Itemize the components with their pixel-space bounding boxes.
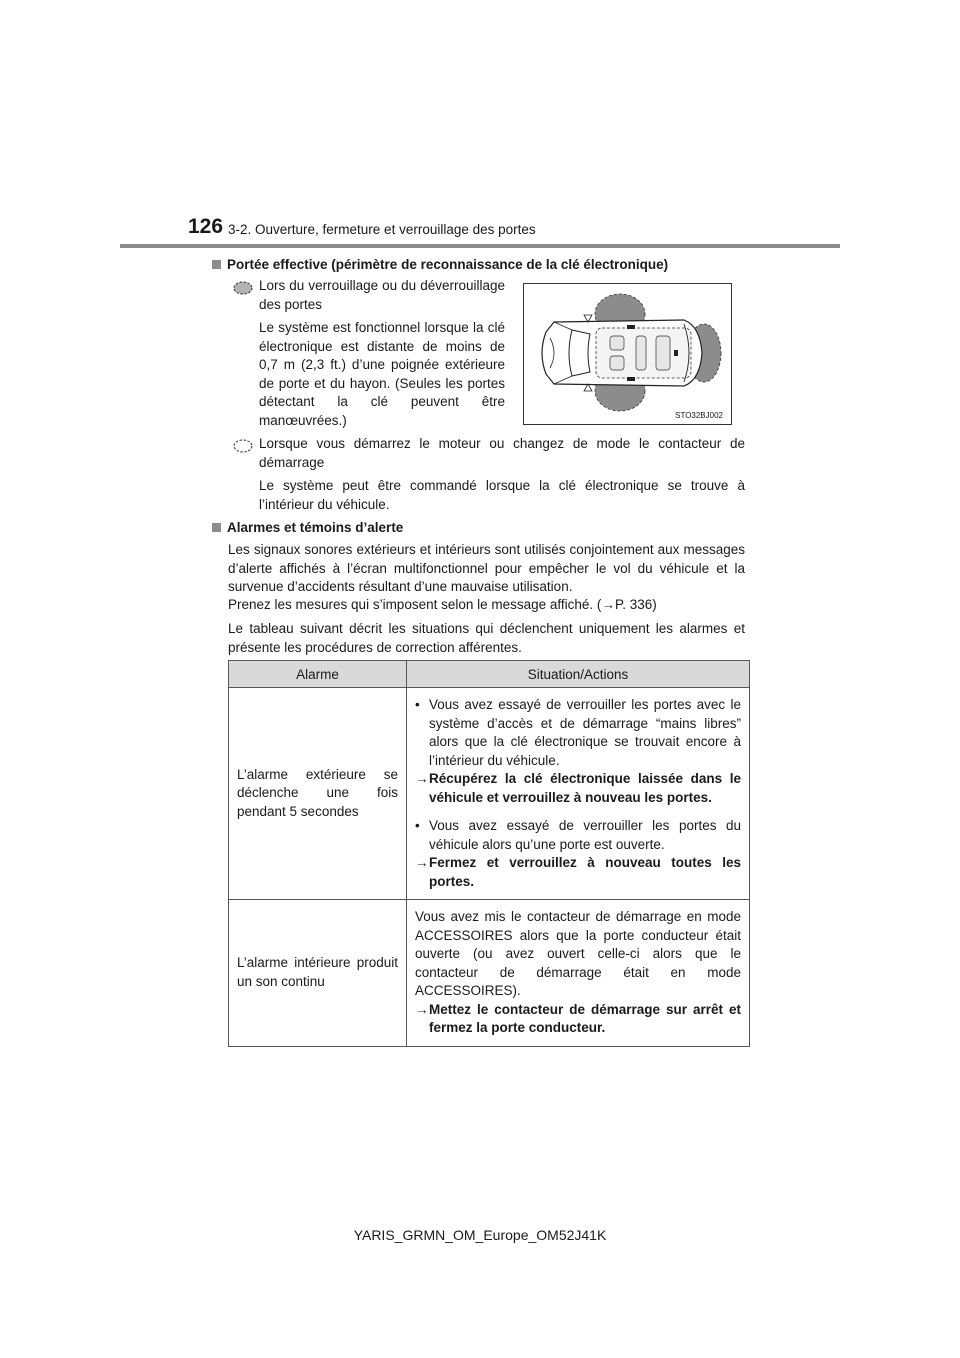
table-row [229,900,750,1047]
detection-zone-icon [233,281,253,295]
square-bullet-icon [212,523,221,532]
section-heading-text: Portée effective (périmètre de reconnaissance de la clé électronique) [227,257,669,272]
arrow-icon: → [415,855,429,870]
section-heading-effective-range [212,257,668,272]
alarm-cell: L’alarme intérieure produit un son continu [229,900,407,1047]
header-divider [120,244,840,248]
table-row [229,688,750,900]
action-text: Récupérez la clé électronique laissée dans le véhicule et verrouillez à nouveau les portes. [429,771,741,805]
alarm-table [228,660,750,1047]
alarm-cell: L’alarme extérieure se déclenche une fois pendant 5 secondes [229,688,407,900]
car-detection-diagram [523,283,732,425]
figure-code: STO32BJ002 [675,411,723,420]
action-item [415,1001,741,1038]
action-item [415,854,741,891]
zone-lock-description: Le système est fonctionnel lorsque la clé électronique est distante de moins de 0,7 m (2,3 ft.) d’une poignée extérieure de porte et du hayon. (Seules les portes détectant la clé peuvent être manœuvrées.) [259,320,505,428]
situation-actions-cell [407,688,750,900]
car-top-view-illustration [524,284,731,424]
detection-zone-icon [233,439,253,453]
page-reference-link[interactable]: P. 336) [614,597,657,612]
table-intro-paragraph: Le tableau suivant décrit les situations qui déclenchent uniquement les alarmes et présente les procédures de correction afférentes. [228,621,745,655]
zone-start-title: Lorsque vous démarrez le moteur ou changez de mode le contacteur de démarrage [259,436,745,470]
situation-item [415,696,741,770]
situation-text: Vous avez essayé de verrouiller les portes avec le système d’accès et de démarrage “mains libres” alors que la clé électronique se trouvait encore à l’intérieur du véhicule. [429,697,741,768]
table-header-row [229,661,750,688]
action-text: Fermez et verrouillez à nouveau toutes les portes. [429,855,741,889]
arrow-icon: → [415,771,429,786]
action-text: Mettez le contacteur de démarrage sur arrêt et fermez la porte conducteur. [429,1001,741,1035]
zone-lock-title: Lors du verrouillage ou du déverrouillage des portes [259,278,505,312]
arrow-icon: → [415,1001,429,1017]
square-bullet-icon [212,260,221,269]
alarms-intro-paragraph: Les signaux sonores extérieurs et intérieurs sont utilisés conjointement aux messages d’alerte affichés à l’écran multifonctionnel pour empêcher le vol du véhicule et la survenue d’accidents résultant d’une mauvaise utilisation. [228,542,745,594]
situation-text: Vous avez essayé de verrouiller les portes du véhicule alors qu’une porte est ouverte. [429,818,741,852]
column-header-alarm: Alarme [229,661,407,688]
section-heading-alarms [212,520,403,535]
page-number: 126 [188,215,224,238]
bullet-icon: • [415,818,420,833]
bullet-icon: • [415,697,420,712]
action-item [415,770,741,807]
column-header-situation-actions: Situation/Actions [407,661,750,688]
document-id-footer: YARIS_GRMN_OM_Europe_OM52J41K [353,1227,607,1243]
zone-start-description: Le système peut être commandé lorsque la clé électronique se trouve à l’intérieur du véhicule. [259,478,745,512]
situation-text: Vous avez mis le contacteur de démarrage en mode ACCESSOIRES alors que la porte conducteur était ouverte (ou avez ouvert celle-ci alors que le contacteur de démarrage était en mode ACCESSOIRES). [415,909,741,998]
chapter-title: 3-2. Ouverture, fermeture et verrouillage des portes [228,222,536,237]
section-heading-text: Alarmes et témoins d’alerte [227,520,404,535]
reference-text: Prenez les mesures qui s’imposent selon le message affiché. ( [228,597,602,612]
alarms-reference-paragraph [228,596,745,615]
situation-item [415,817,741,854]
situation-actions-cell [407,900,750,1047]
arrow-icon: → [601,597,615,612]
